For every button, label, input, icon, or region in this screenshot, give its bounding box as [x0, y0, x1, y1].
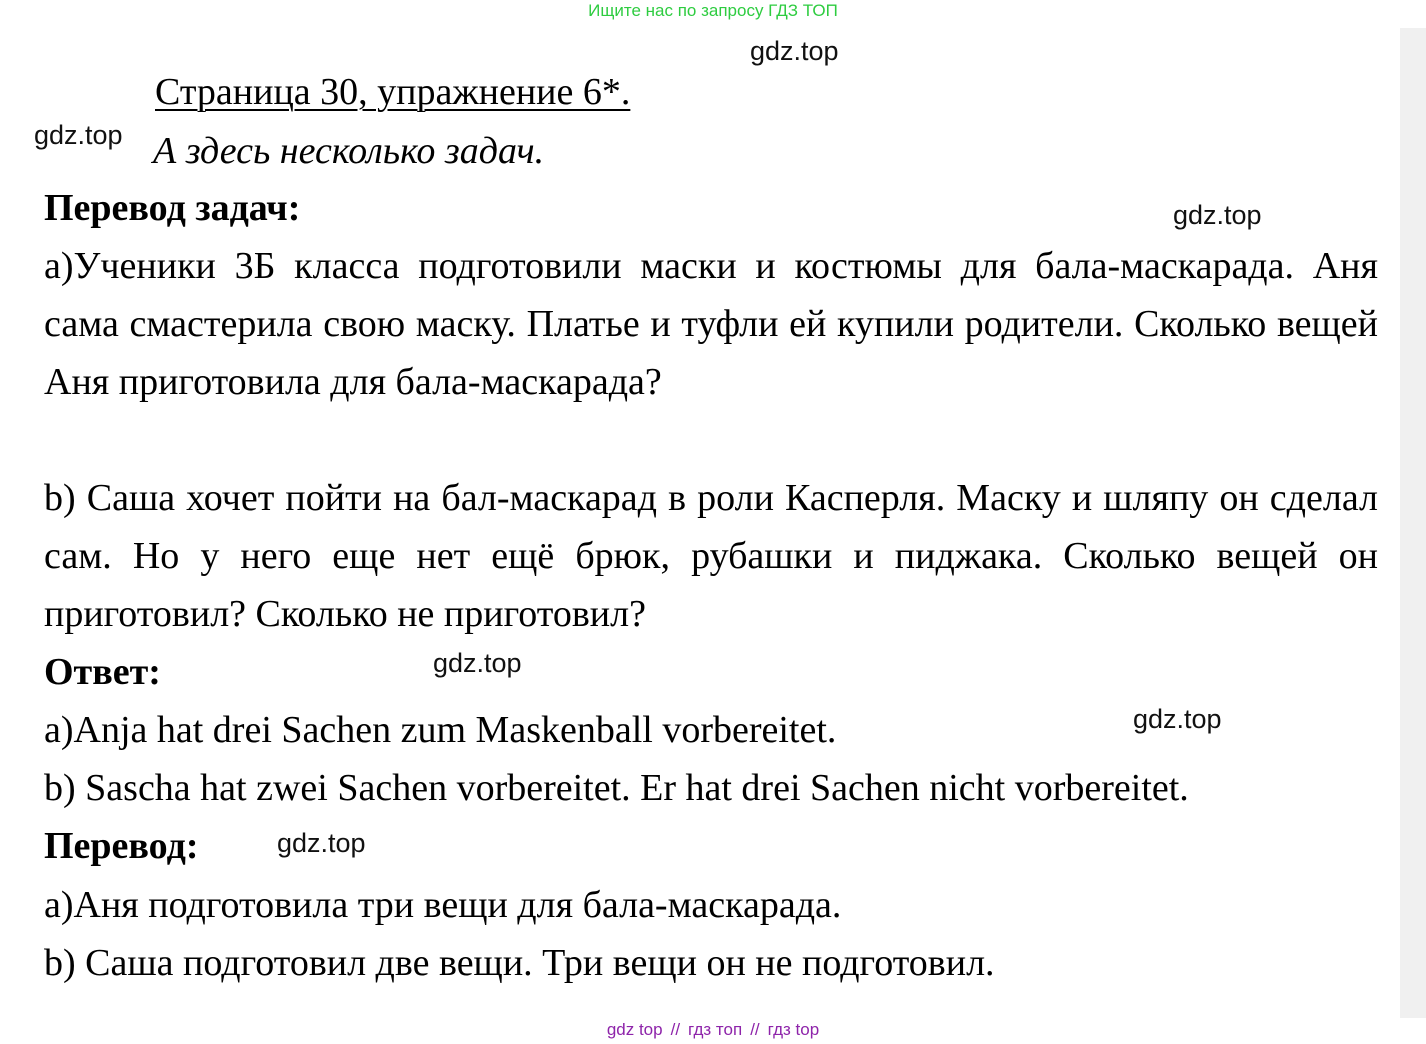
- footer-link[interactable]: гдз топ: [688, 1020, 743, 1039]
- watermark: gdz.top: [277, 828, 366, 858]
- footer-link[interactable]: gdz top: [606, 1020, 663, 1039]
- task-b-translation: b) Саша хочет пойти на бал-маскарад в роли Касперля. Маску и шляпу он сделал сам. Но у него еще нет ещё брюк, рубашки и пиджака. Сколько вещей он приготовил? Сколько не приготовил?: [44, 477, 1378, 635]
- page-title: Страница 30, упражнение 6*.: [155, 71, 631, 113]
- answer-b: b) Sascha hat zwei Sachen vorbereitet. Er hat drei Sachen nicht vorbereitet.: [44, 767, 1189, 809]
- watermark: gdz.top: [1133, 704, 1222, 734]
- watermark: gdz.top: [34, 120, 123, 150]
- answer-translation-heading: Перевод:: [44, 825, 199, 867]
- top-banner: Ищите нас по запросу ГДЗ ТОП: [588, 1, 838, 20]
- footer-link[interactable]: гдз top: [767, 1020, 820, 1039]
- translation-tasks-heading: Перевод задач:: [44, 187, 301, 229]
- answer-translation-b: b) Саша подготовил две вещи. Три вещи он не подготовил.: [44, 942, 995, 984]
- page-subtitle: А здесь несколько задач.: [153, 130, 545, 172]
- task-a-translation: а)Ученики 3Б класса подготовили маски и костюмы для бала-маскарада. Аня сама смастерила свою маску. Платье и туфли ей купили родители. Сколько вещей Аня приготовила для бала-маскарада?: [44, 245, 1378, 403]
- scrollbar[interactable]: [1400, 28, 1426, 1018]
- footer-links: [0, 1020, 1426, 1040]
- footer-separator: //: [670, 1020, 681, 1039]
- answer-heading: Ответ:: [44, 651, 161, 693]
- watermark: gdz.top: [1173, 200, 1262, 230]
- watermark: gdz.top: [433, 648, 522, 678]
- answer-translation-a: а)Аня подготовила три вещи для бала-маскарада.: [44, 884, 842, 926]
- answer-a: a)Anja hat drei Sachen zum Maskenball vorbereitet.: [44, 709, 837, 751]
- footer-separator: //: [750, 1020, 760, 1039]
- watermark: gdz.top: [750, 36, 839, 66]
